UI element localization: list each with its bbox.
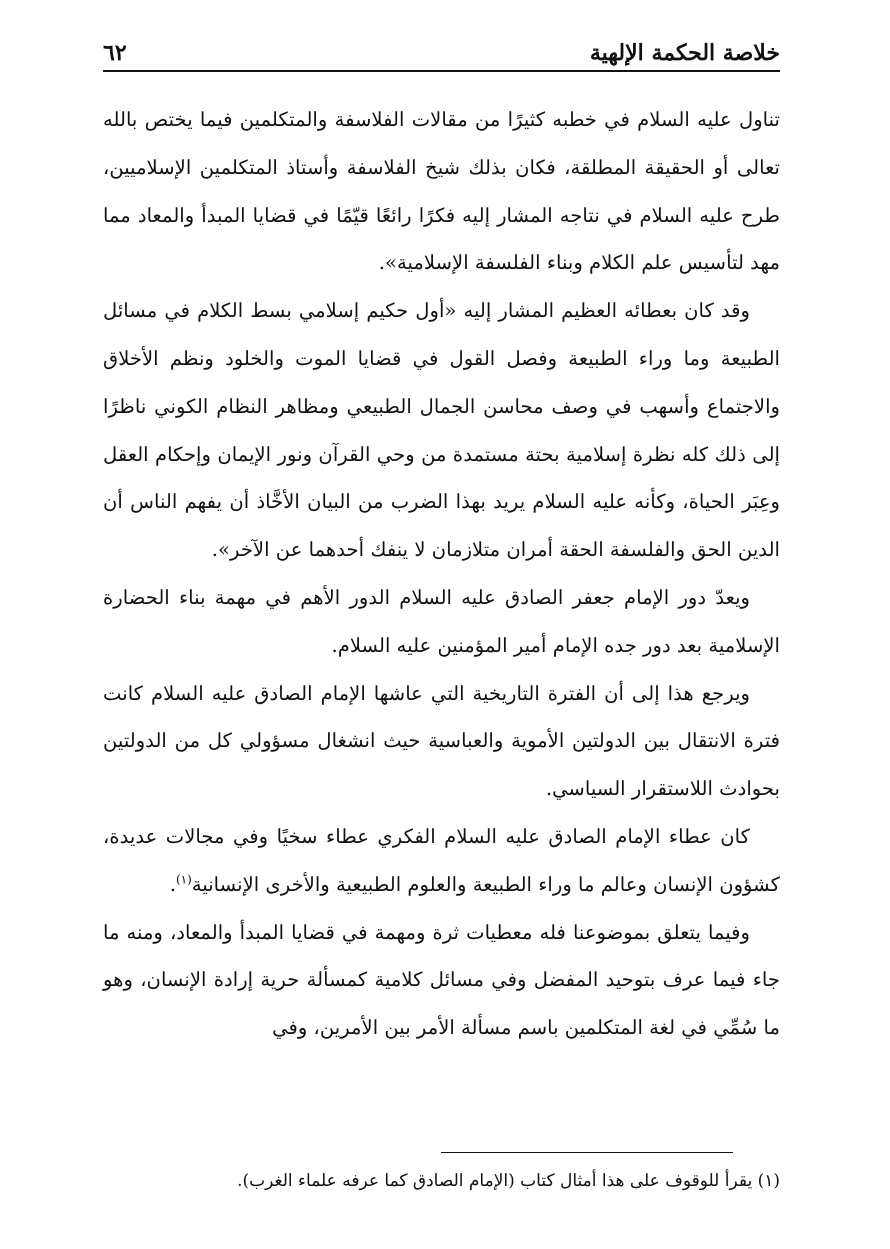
footnote-text: (١) يقرأ للوقوف على هذا أمثال كتاب (الإمام الصادق كما عرفه علماء الغرب). xyxy=(237,1171,780,1191)
paragraph-text: وقد كان بعطائه العظيم المشار إليه «أول حكيم إسلامي بسط الكلام في مسائل الطبيعة وما وراء الطبيعة وفصل القول في قضايا الموت والخلود ونظم الأخلاق والاجتماع وأسهب في وصف محاسن الجمال الطبيعي ومظاهر النظام الكوني ناظرًا إلى ذلك كله نظرة إسلامية بحتة مستمدة من وحي القرآن ونور الإيمان وإحكام العقل وعِبَر الحياة، وكأنه عليه السلام يريد بهذا الضرب من البيان الأخَّاذ أن يفهم الناس أن الدين الحق والفلسفة الحقة أمران متلازمان لا ينفك أحدهما عن الآخر». xyxy=(103,299,780,562)
footnote-reference[interactable]: (١) xyxy=(175,872,192,887)
page-header xyxy=(103,28,780,72)
page-number: ٦٢ xyxy=(103,40,127,66)
paragraph-4 xyxy=(103,670,780,813)
paragraph-text: وفيما يتعلق بموضوعنا فله معطيات ثرة ومهمة في قضايا المبدأ والمعاد، ومنه ما جاء فيما عرف بتوحيد المفضل وفي مسائل كلامية كمسألة حرية إرادة الإنسان، وهو ما سُمِّي في لغة المتكلمين باسم مسألة الأمر بين الأمرين، وفي xyxy=(103,920,780,1040)
paragraph-text: ويعدّ دور الإمام جعفر الصادق عليه السلام الدور الأهم في مهمة بناء الحضارة الإسلامية بعد دور جده الإمام أمير المؤمنين عليه السلام. xyxy=(103,585,780,657)
paragraph-text: تناول عليه السلام في خطبه كثيرًا من مقالات الفلاسفة والمتكلمين فيما يختص بالله تعالى أو الحقيقة المطلقة، فكان بذلك شيخ الفلاسفة وأستاذ المتكلمين الإسلاميين، طرح عليه السلام في نتاجه المشار إليه فكرًا رائعًا قيّمًا في قضايا المبدأ والمعاد مما مهد لتأسيس علم الكلام وبناء الفلسفة الإسلامية». xyxy=(103,108,780,275)
paragraph-2 xyxy=(103,287,780,574)
paragraph-3 xyxy=(103,574,780,670)
paragraph-text: ويرجع هذا إلى أن الفترة التاريخية التي عاشها الإمام الصادق عليه السلام كانت فترة الانتقال بين الدولتين الأموية والعباسية حيث انشغال مسؤولي كل من الدولتين بحوادث اللاستقرار السياسي. xyxy=(103,681,781,801)
running-title: خلاصة الحكمة الإلهية xyxy=(589,40,780,66)
paragraph-1 xyxy=(103,96,780,287)
paragraph-6 xyxy=(103,909,780,1052)
footnote xyxy=(103,1163,780,1199)
paragraph-text: كان عطاء الإمام الصادق عليه السلام الفكري عطاء سخيًا وفي مجالات عديدة، كشؤون الإنسان وعالم ما وراء الطبيعة والعلوم الطبيعية والأخرى الإنسانية xyxy=(103,824,780,896)
footnote-divider xyxy=(441,1152,733,1153)
body-text xyxy=(103,96,780,1052)
paragraph-5 xyxy=(103,813,780,909)
paragraph-tail: . xyxy=(169,872,176,896)
